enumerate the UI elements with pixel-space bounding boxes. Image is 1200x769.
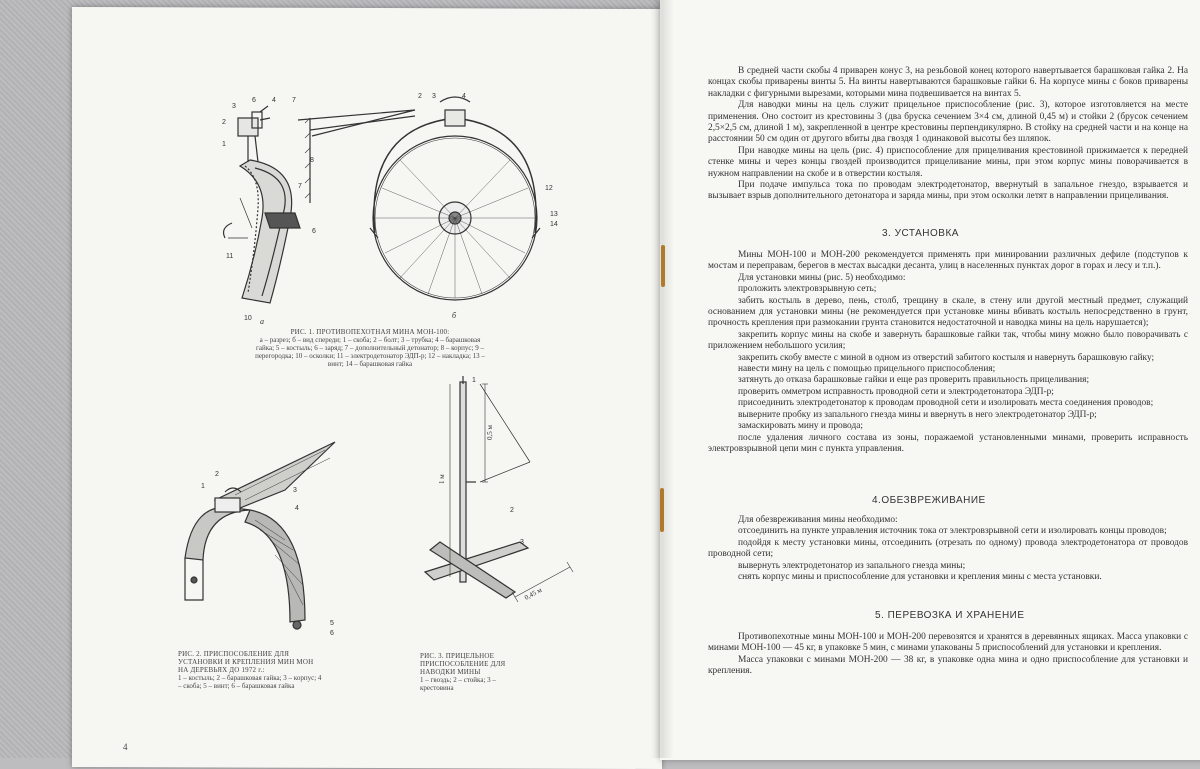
- svg-text:12: 12: [545, 185, 553, 192]
- book-spine: [650, 0, 674, 758]
- section-3-paragraph: после удаления личного состава из зоны, поражаемой установленными минами, проверить исправность электровзрывной цепи мин с пункта управления.: [708, 432, 1188, 454]
- figure-3-aiming-device: [420, 372, 600, 632]
- svg-text:3: 3: [232, 103, 236, 110]
- fig2-caption-body: 1 – костыль; 2 – барашковая гайка; 3 – корпус; 4 – скоба; 5 – винт; 6 – барашковая гайка: [178, 674, 322, 690]
- fig3-dim-upper: 0,5 м: [486, 425, 494, 440]
- page-number: 4: [123, 742, 128, 752]
- fig3-dim-base: 0,45 м: [523, 586, 544, 602]
- svg-text:3: 3: [520, 539, 524, 546]
- fig2-caption-title: РИС. 2. ПРИСПОСОБЛЕНИЕ ДЛЯ УСТАНОВКИ И КРЕПЛЕНИЯ МИН МОН НА ДЕРЕВЬЯХ ДО 1972 г.:: [178, 650, 314, 674]
- section-3-paragraph: затянуть до отказа барашковые гайки и еще раз проверить правильность прицеливания;: [738, 375, 1090, 386]
- section-3-paragraph: Для установки мины (рис. 5) необходимо:: [738, 272, 906, 283]
- intro-paragraph: При подаче импульса тока по проводам электродетонатор, ввернутый в запальное гнездо, взрывается и вызывает взрыв дополнительного детонатора и заряда мины, при этом осколки летят в направлении прицеливания.: [708, 180, 1188, 202]
- svg-text:14: 14: [550, 221, 558, 228]
- fig1-caption: [250, 328, 490, 368]
- svg-text:2: 2: [510, 507, 514, 514]
- svg-text:1: 1: [222, 141, 226, 148]
- section-3-paragraph: закрепить скобу вместе с миной в одном из отверстий забитого костыля и навернуть барашковую гайку;: [738, 352, 1155, 363]
- fig1-caption-title: РИС. 1. ПРОТИВОПЕХОТНАЯ МИНА МОН-100:: [290, 328, 450, 336]
- figure-2-mounting-bracket: [175, 440, 360, 640]
- section-4-paragraph: вывернуть электродетонатор из запального гнезда мины;: [738, 560, 966, 571]
- section-3-paragraph: выверните пробку из запального гнезда мины и ввернуть в него электродетонатор ЭДП-р;: [738, 409, 1097, 420]
- section-3-paragraph: проверить омметром исправность проводной сети и электродетонатора ЭДП-р;: [738, 386, 1054, 397]
- section-3-paragraph: забить костыль в дерево, пень, столб, трещину в скале, в стену или другой местный предмет, служащий основанием для установки мины (не рекомендуется при установке мины вбивать костыль непосредственно в грунт, прочность крепления при размокании грунта становится недостаточной и наводка мины на цель нарушается);: [708, 295, 1188, 329]
- section-4-paragraph: отсоединить на пункте управления источник тока от электровзрывной сети и изолировать концы проводов;: [738, 526, 1167, 537]
- section-5-text: [708, 632, 1188, 678]
- svg-text:2: 2: [215, 471, 219, 478]
- svg-text:7: 7: [298, 183, 302, 190]
- section-4-paragraph: снять корпус мины и приспособление для установки и крепления мины с места установки.: [738, 572, 1102, 583]
- section-3-text: [708, 250, 1188, 455]
- fig1-caption-body: а – разрез; б – вид спереди; 1 – скоба; 2 – болт; 3 – трубка; 4 – барашковая гайка; 5 – костыль; 6 – заряд; 7 – дополнительный детонатор; 8 – корпус; 9 – перегородка; 10 – осколки; 11 – электродетонатор ЭДП-р; 12 – накладка; 13 – винт; 14 – барашковая гайка: [255, 336, 485, 368]
- section-5-paragraph: Противопехотные мины МОН-100 и МОН-200 перевозятся и хранятся в деревянных ящиках. Масса упаковки с минами МОН-100 — 45 кг, в упаковке 5 мин, с минами упакованы 5 приспособлений для установки и крепления.: [708, 632, 1188, 654]
- section-3-paragraph: навести мину на цель с помощью прицельного приспособления;: [738, 364, 996, 375]
- fig1-label-a: а: [260, 317, 264, 326]
- svg-text:2: 2: [418, 93, 422, 100]
- svg-text:10: 10: [244, 315, 252, 322]
- svg-text:4: 4: [295, 505, 299, 512]
- section-3-heading: 3. УСТАНОВКА: [882, 228, 959, 239]
- staple-bottom: [660, 488, 664, 532]
- section-3-paragraph: проложить электровзрывную сеть;: [738, 284, 877, 295]
- svg-text:3: 3: [293, 487, 297, 494]
- svg-text:8: 8: [310, 157, 314, 164]
- intro-paragraph: В средней части скобы 4 приварен конус 3, на резьбовой конец которого навертывается барашковая гайка 2. На концах скобы приварены винты 5. На винты навертываются барашковые гайки 6. На корпусе мины с боков приварены накладки с фигурными вырезами, которыми мина подвешивается на винтах 5.: [708, 66, 1188, 99]
- section-4-paragraph: Для обезвреживания мины необходимо:: [738, 515, 898, 525]
- section-4-paragraph: подойдя к месту установки мины, отсоединить (отрезать по одному) провода электродетонатора от проводов проводной сети;: [708, 537, 1188, 560]
- section-4-heading: 4.ОБЕЗВРЕЖИВАНИЕ: [872, 495, 986, 506]
- svg-text:6: 6: [330, 630, 334, 637]
- section-3-paragraph: закрепить корпус мины на скобе и завернуть барашковые гайки так, чтобы мину можно было поворачивать с приложением небольшого усилия;: [708, 329, 1188, 352]
- svg-text:3: 3: [432, 93, 436, 100]
- section-3-paragraph: присоединить электродетонатор к проводам проводной сети и изолировать места соединения проводов;: [738, 398, 1154, 409]
- svg-text:7: 7: [292, 97, 296, 104]
- section-5-heading: 5. ПЕРЕВОЗКА И ХРАНЕНИЕ: [875, 610, 1025, 621]
- figure-1-mine-mon100: [200, 88, 580, 328]
- svg-text:6: 6: [252, 97, 256, 104]
- fig1-label-b: б: [452, 311, 457, 320]
- intro-paragraph: При наводке мины на цель (рис. 4) приспособление для прицеливания крестовиной прижимается к передней стенке мины и через концы гвоздей производится прицеливание мины, при этом корпус мины поворачивается в нужном направлении на скобе и в отверстии костыля.: [708, 145, 1188, 179]
- svg-text:2: 2: [222, 119, 226, 126]
- fig3-caption-body: 1 – гвоздь; 2 – стойка; 3 – крестовина: [420, 676, 496, 692]
- section-4-text: [708, 515, 1188, 583]
- section-3-paragraph: замаскировать мину и провода;: [738, 421, 864, 432]
- svg-text:13: 13: [550, 211, 558, 218]
- fig3-caption-title: РИС. 3. ПРИЦЕЛЬНОЕ ПРИСПОСОБЛЕНИЕ ДЛЯ НАВОДКИ МИНЫ: [420, 652, 506, 676]
- svg-text:4: 4: [272, 97, 276, 104]
- fig2-caption: [178, 650, 323, 690]
- section-3-paragraph: Мины МОН-100 и МОН-200 рекомендуется применять при минировании различных дефиле (подступов к мостам и переправам, берегов в местах высадки десанта, улиц в населенных пунктах дорог в горах и лесу и т.п.).: [708, 250, 1188, 272]
- svg-text:5: 5: [330, 620, 334, 627]
- fig3-caption: [420, 652, 530, 692]
- section-5-paragraph: Масса упаковки с минами МОН-200 — 38 кг, в упаковке одна мина и одно приспособление для установки и крепления.: [708, 654, 1188, 677]
- svg-text:6: 6: [312, 228, 316, 235]
- svg-text:1: 1: [201, 483, 205, 490]
- svg-text:4: 4: [462, 93, 466, 100]
- svg-text:11: 11: [226, 253, 234, 260]
- svg-text:1: 1: [472, 377, 476, 384]
- fig3-dim-vertical: 1 м: [438, 474, 446, 484]
- staple-top: [661, 245, 665, 287]
- intro-paragraph: Для наводки мины на цель служит прицельное приспособление (рис. 3), которое изготовляется на месте применения. Оно состоит из крестовины 3 (два бруска сечением 3×4 см, длиной 0,45 м) и стойки 2 (брусок сечением 2,5×2,5 см, длиной 1 м), закрепленной в центре крестовины перпендикулярно. В стойку на средней части и на конце на расстоянии 50 см один от другого вбиты два гвоздя 1 одинаковой высоты без шляпок.: [708, 100, 1188, 145]
- intro-text: [708, 66, 1188, 203]
